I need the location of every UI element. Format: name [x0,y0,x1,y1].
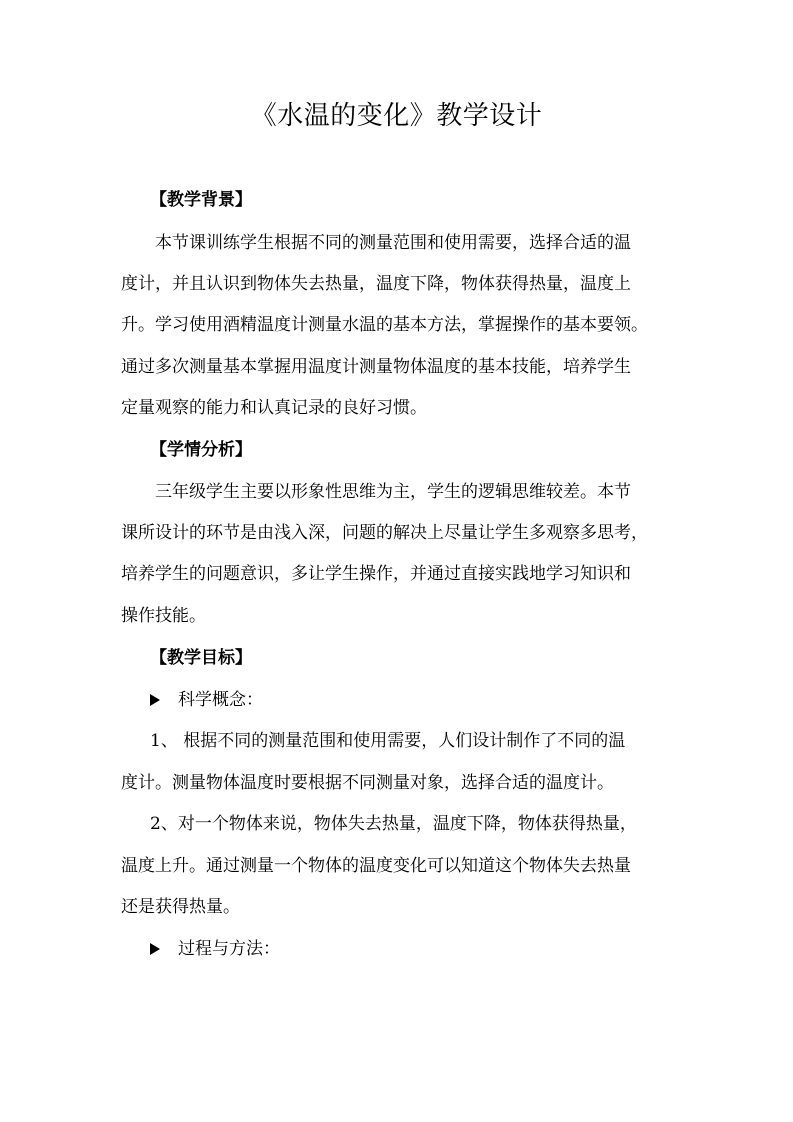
paragraph-line: 本节课训练学生根据不同的测量范围和使用需要，选择合适的温 [155,233,631,253]
bullet-label: 过程与方法： [178,939,280,959]
paragraph-line: 升。学习使用酒精温度计测量水温的基本方法，掌握操作的基本要领。 [121,315,648,335]
document-title: 《水温的变化》教学设计 [250,101,543,131]
section-heading-background: 【教学背景】 [150,190,252,210]
paragraph-line: 培养学生的问题意识，多让学生操作，并通过直接实践地学习知识和 [121,564,631,584]
bullet-process-methods [150,937,280,961]
bullet-label: 科学概念： [178,690,263,710]
section-heading-analysis: 【学情分析】 [150,440,252,460]
paragraph-line: 1、 根据不同的测量范围和使用需要，人们设计制作了不同的温 [150,731,626,751]
paragraph-line: 还是获得热量。 [121,897,240,917]
paragraph-line: 温度上升。通过测量一个物体的温度变化可以知道这个物体失去热量 [121,856,631,876]
arrow-bullet-icon [150,694,160,706]
paragraph-line: 度计，并且认识到物体失去热量，温度下降，物体获得热量，温度上 [121,274,631,294]
paragraph-line: 三年级学生主要以形象性思维为主，学生的逻辑思维较差。本节 [155,482,631,502]
paragraph-line: 课所设计的环节是由浅入深，问题的解决上尽量让学生多观察多思考， [121,523,648,543]
paragraph-line: 定量观察的能力和认真记录的良好习惯。 [121,398,427,418]
paragraph-line: 操作技能。 [121,606,206,626]
paragraph-line: 度计。测量物体温度时要根据不同测量对象，选择合适的温度计。 [121,773,614,793]
paragraph-line: 通过多次测量基本掌握用温度计测量物体温度的基本技能，培养学生 [121,357,631,377]
arrow-bullet-icon [150,943,160,955]
section-heading-goals: 【教学目标】 [150,648,252,668]
bullet-science-concepts [150,688,263,712]
paragraph-line: 2、对一个物体来说，物体失去热量，温度下降，物体获得热量， [150,814,637,834]
